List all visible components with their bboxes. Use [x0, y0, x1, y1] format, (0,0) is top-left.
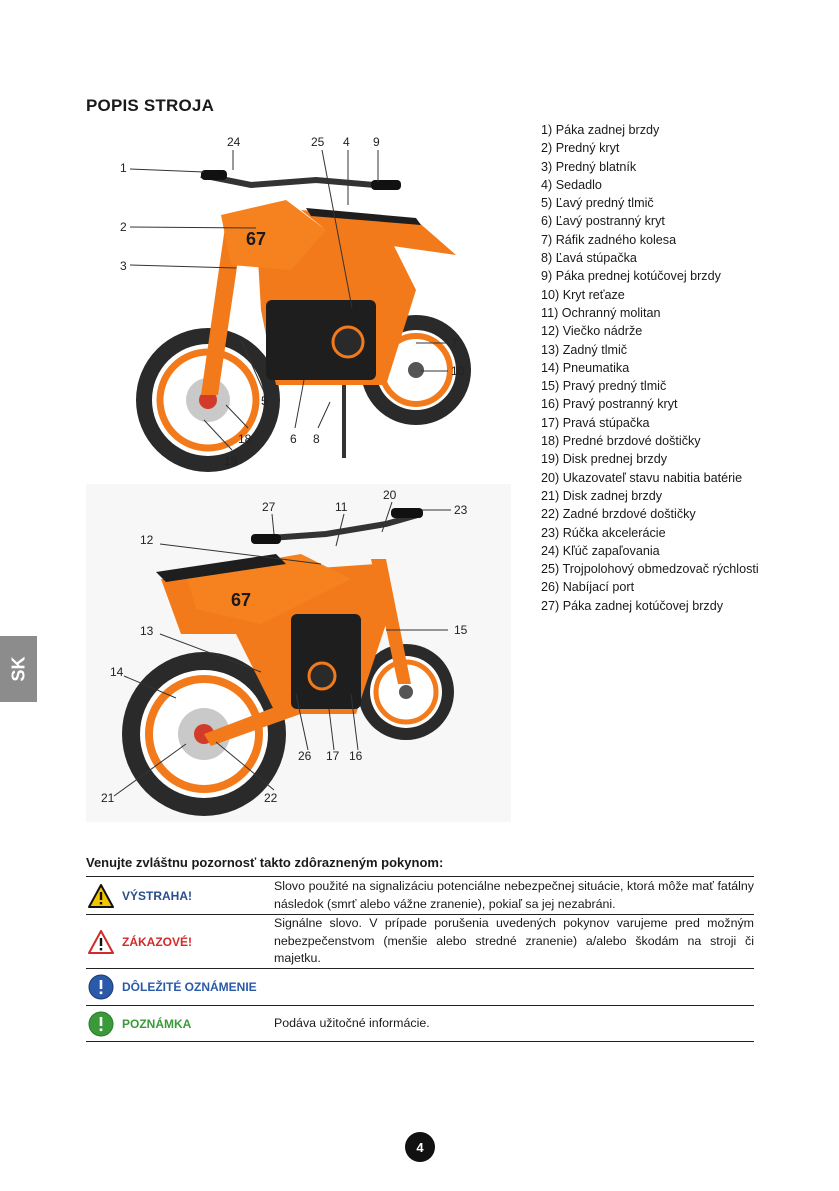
list-item: 25) Trojpolohový obmedzovač rýchlosti	[541, 562, 759, 577]
bike-photo-right-side	[86, 484, 511, 822]
callout-24: 24	[227, 135, 241, 149]
callout-21: 21	[101, 791, 115, 805]
notice-label: VÝSTRAHA!	[122, 888, 193, 903]
list-item: 9) Páka prednej kotúčovej brzdy	[541, 269, 721, 284]
list-item: 7) Ráfik zadného kolesa	[541, 232, 677, 247]
callout-8: 8	[313, 432, 320, 446]
list-item: 15) Pravý predný tlmič	[541, 379, 667, 394]
callout-25: 25	[311, 135, 325, 149]
callout-26: 26	[298, 749, 312, 763]
notice-label: POZNÁMKA	[122, 1016, 192, 1031]
notice-row-prohibition	[86, 914, 754, 968]
list-item: 10) Kryt reťaze	[541, 287, 625, 302]
notice-text: Signálne slovo. V prípade porušenia uvedených pokynov varujeme pred možným nebezpečenstvom (menšie alebo stredné zranenie) a/alebo škodám na stroji či majetku.	[274, 916, 754, 966]
list-item: 6) Ľavý postranný kryt	[541, 214, 665, 229]
notice-label: DÔLEŽITÉ OZNÁMENIE	[122, 980, 257, 994]
callout-15: 15	[454, 623, 468, 637]
callout-14: 14	[110, 665, 124, 679]
list-item: 22) Zadné brzdové doštičky	[541, 507, 696, 522]
svg-text:67: 67	[231, 590, 252, 610]
callout-4: 4	[343, 135, 350, 149]
prohibition-triangle-icon	[86, 930, 116, 954]
callout-9: 9	[373, 135, 380, 149]
callout-16: 16	[349, 749, 363, 763]
callout-13: 13	[140, 624, 154, 638]
note-circle-icon	[86, 1011, 116, 1037]
callout-6: 6	[290, 432, 297, 446]
language-tab-label: SK	[8, 656, 28, 682]
list-item: 1) Páka zadnej brzdy	[541, 123, 660, 137]
callout-2: 2	[120, 220, 127, 234]
callout-12: 12	[140, 533, 154, 547]
list-item: 16) Pravý postranný kryt	[541, 397, 678, 412]
info-circle-icon	[86, 974, 116, 1000]
list-item: 27) Páka zadnej kotúčovej brzdy	[541, 598, 724, 613]
bike-photo-left-side	[86, 120, 511, 480]
page-title: POPIS STROJA	[86, 96, 215, 115]
list-item: 13) Zadný tlmič	[541, 342, 628, 357]
callout-23: 23	[454, 503, 468, 517]
callout-27: 27	[262, 500, 276, 514]
callout-1: 1	[120, 161, 127, 175]
callout-7: 7	[451, 336, 458, 350]
svg-text:67: 67	[246, 229, 267, 249]
callout-3: 3	[120, 259, 127, 273]
notice-heading: Venujte zvláštnu pozornosť takto zdôrazneným pokynom:	[86, 855, 444, 870]
notice-label: ZÁKAZOVÉ!	[122, 934, 192, 949]
list-item: 26) Nabíjací port	[541, 580, 635, 595]
callout-5: 5	[261, 394, 268, 408]
list-item: 17) Pravá stúpačka	[541, 415, 650, 430]
list-item: 4) Sedadlo	[541, 177, 602, 192]
list-item: 18) Predné brzdové doštičky	[541, 434, 701, 449]
list-item: 20) Ukazovateľ stavu nabitia batérie	[541, 470, 743, 485]
callout-18: 18	[238, 432, 252, 446]
warning-triangle-icon	[86, 884, 116, 908]
notice-text: Podáva užitočné informácie.	[274, 1015, 430, 1030]
callout-10: 10	[451, 364, 465, 378]
list-item: 21) Disk zadnej brzdy	[541, 488, 663, 503]
list-item: 23) Rúčka akcelerácie	[541, 525, 666, 540]
language-tab	[0, 636, 37, 702]
notice-row-warning	[86, 876, 754, 914]
notice-text: Slovo použité na signalizáciu potenciálne nebezpečnej situácie, ktorá môže mať fatálny následok (smrť alebo vážne zranenie), pokiaľ sa jej nezabráni.	[274, 879, 754, 911]
list-item: 19) Disk prednej brzdy	[541, 452, 667, 467]
notice-row-important	[86, 968, 754, 1005]
list-item: 8) Ľavá stúpačka	[541, 251, 637, 266]
list-item: 14) Pneumatika	[541, 360, 630, 375]
callout-19: 19	[224, 454, 238, 468]
list-item: 24) Kľúč zapaľovania	[541, 543, 660, 558]
callout-11: 11	[335, 500, 348, 514]
parts-list	[541, 121, 771, 615]
page-number: 4	[405, 1132, 435, 1162]
callout-20: 20	[383, 488, 397, 502]
list-item: 3) Predný blatník	[541, 159, 637, 174]
list-item: 5) Ľavý predný tlmič	[541, 196, 654, 211]
list-item: 11) Ochranný molitan	[541, 305, 661, 320]
callout-17: 17	[326, 749, 340, 763]
notice-table	[86, 876, 754, 1042]
list-item: 12) Viečko nádrže	[541, 324, 643, 339]
list-item: 2) Predný kryt	[541, 141, 620, 156]
callout-22: 22	[264, 791, 278, 805]
notice-row-note	[86, 1005, 754, 1042]
